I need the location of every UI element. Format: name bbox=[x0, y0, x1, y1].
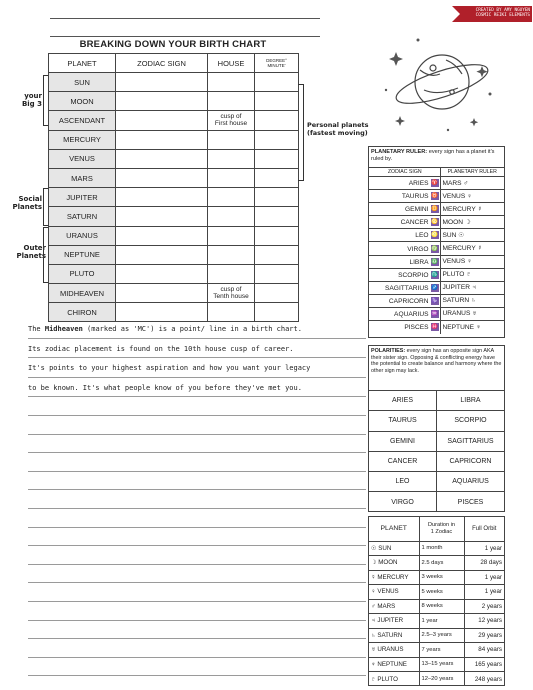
planet-cell: ASCENDANT bbox=[49, 111, 116, 130]
top-writing-line-1 bbox=[50, 18, 320, 19]
ruler-sign-cell bbox=[369, 255, 440, 268]
notes-line[interactable] bbox=[28, 620, 366, 621]
polarities-desc-text: every sign has an opposite sign AKA their sister sign. Opposing & conflicting energy have the potential to create balance and harmony where the other sign may lack. bbox=[371, 348, 502, 374]
midheaven-term: Midheaven bbox=[44, 325, 83, 333]
polarity-sign-left: CANCER bbox=[369, 451, 437, 471]
orbit-planet-cell: ♀ VENUS bbox=[369, 585, 419, 600]
degree-entry-cell[interactable] bbox=[255, 245, 299, 264]
planetary-ruler-desc-text: every sign has a planet it's ruled by. bbox=[371, 149, 495, 162]
ruler-sign-cell bbox=[369, 216, 440, 229]
cusp-tenth-house-cell bbox=[208, 284, 255, 303]
orbit-col-full-orbit: Full Orbit bbox=[464, 517, 504, 541]
planet-cell: NEPTUNE bbox=[49, 245, 116, 264]
table-row bbox=[369, 472, 504, 492]
orbit-col-planet: PLANET bbox=[369, 517, 419, 541]
header-degree-minute bbox=[255, 54, 299, 73]
table-row bbox=[369, 643, 504, 658]
house-entry-cell[interactable] bbox=[208, 264, 255, 283]
planet-cell: MIDHEAVEN bbox=[49, 284, 116, 303]
big-3-label-line-1: your bbox=[24, 92, 42, 100]
degree-entry-cell[interactable] bbox=[255, 168, 299, 187]
zodiac-entry-cell[interactable] bbox=[116, 130, 208, 149]
table-row bbox=[369, 255, 504, 268]
midheaven-line-4: to be known. It's what people know of you before they've met you. bbox=[28, 383, 302, 392]
planet-cell: PLUTO bbox=[49, 264, 116, 283]
table-row bbox=[369, 556, 504, 571]
ruler-header-row bbox=[369, 168, 504, 177]
table-row bbox=[49, 73, 299, 92]
polarity-sign-left: ARIES bbox=[369, 391, 437, 411]
ruler-sign-cell bbox=[369, 177, 440, 190]
planet-cell: MOON bbox=[49, 92, 116, 111]
orbit-planet-cell: ♇ PLUTO bbox=[369, 672, 419, 687]
ruler-sign-cell bbox=[369, 229, 440, 242]
table-row bbox=[49, 149, 299, 168]
zodiac-entry-cell[interactable] bbox=[116, 284, 208, 303]
ruler-planet-cell: URANUS ♅ bbox=[440, 307, 504, 320]
polarities-heading: POLARITIES: bbox=[371, 348, 406, 354]
notes-line[interactable] bbox=[28, 415, 366, 416]
zodiac-entry-cell[interactable] bbox=[116, 264, 208, 283]
zodiac-entry-cell[interactable] bbox=[116, 92, 208, 111]
ruler-planet-cell: SUN ☉ bbox=[440, 229, 504, 242]
planetary-ruler-description bbox=[369, 147, 504, 167]
text-line bbox=[28, 338, 366, 339]
personal-planets-bracket bbox=[298, 84, 304, 181]
notes-line[interactable] bbox=[28, 489, 366, 490]
table-row bbox=[49, 92, 299, 111]
zodiac-entry-cell[interactable] bbox=[116, 149, 208, 168]
orbit-duration-box bbox=[368, 516, 505, 686]
orbit-duration-cell: 2.5 days bbox=[419, 556, 464, 571]
polarity-sign-right: SAGITTARIUS bbox=[437, 431, 505, 451]
orbit-full-cell: 28 days bbox=[464, 556, 504, 571]
planet-cell: VENUS bbox=[49, 149, 116, 168]
polarities-description bbox=[369, 346, 504, 390]
ruler-planet-cell: VENUS ♀ bbox=[440, 190, 504, 203]
degree-entry-cell[interactable] bbox=[255, 207, 299, 226]
text-line bbox=[28, 357, 366, 358]
credit-notch bbox=[452, 6, 460, 22]
orbit-planet-cell: ♃ JUPITER bbox=[369, 614, 419, 629]
notes-line[interactable] bbox=[28, 638, 366, 639]
table-row bbox=[49, 226, 299, 245]
ruler-planet-cell: MOON ☽ bbox=[440, 216, 504, 229]
orbit-full-cell: 165 years bbox=[464, 657, 504, 672]
polarity-sign-right: CAPRICORN bbox=[437, 451, 505, 471]
zodiac-glyph-icon: ♌ bbox=[431, 232, 438, 239]
polarity-sign-right: PISCES bbox=[437, 492, 505, 512]
orbit-planet-cell: ♄ SATURN bbox=[369, 628, 419, 643]
sign-name: CANCER bbox=[400, 219, 429, 227]
planetary-ruler-table bbox=[369, 167, 504, 334]
ruler-planet-cell: MERCURY ☿ bbox=[440, 203, 504, 216]
notes-line[interactable] bbox=[28, 657, 366, 658]
notes-line[interactable] bbox=[28, 508, 366, 509]
table-row bbox=[369, 614, 504, 629]
zodiac-glyph-icon: ♉ bbox=[431, 193, 438, 200]
house-entry-cell[interactable] bbox=[208, 207, 255, 226]
zodiac-entry-cell[interactable] bbox=[116, 226, 208, 245]
credit-line-1: CREATED BY AMY NGUYEN bbox=[475, 8, 530, 13]
orbit-full-cell: 29 years bbox=[464, 628, 504, 643]
header-degree: DEGREE° bbox=[266, 58, 287, 63]
house-entry-cell[interactable] bbox=[208, 226, 255, 245]
orbit-planet-cell: ♆ NEPTUNE bbox=[369, 657, 419, 672]
header-minute: MINUTE' bbox=[267, 63, 286, 68]
orbit-duration-cell: 1 month bbox=[419, 541, 464, 556]
degree-entry-cell[interactable] bbox=[255, 188, 299, 207]
polarity-sign-left: LEO bbox=[369, 472, 437, 492]
header-house: HOUSE bbox=[208, 54, 255, 73]
ruler-planet-cell: MARS ♂ bbox=[440, 177, 504, 190]
personal-planets-label bbox=[307, 122, 377, 137]
house-entry-cell[interactable] bbox=[208, 73, 255, 92]
planet-cell: MARS bbox=[49, 168, 116, 187]
table-row bbox=[49, 245, 299, 264]
personal-planets-label-line-2: (fastest moving) bbox=[307, 128, 368, 137]
notes-line[interactable] bbox=[28, 471, 366, 472]
polarity-sign-left: TAURUS bbox=[369, 411, 437, 431]
social-planets-label bbox=[2, 195, 42, 211]
orbit-full-cell: 1 year bbox=[464, 585, 504, 600]
table-row bbox=[369, 242, 504, 255]
notes-line[interactable] bbox=[28, 601, 366, 602]
orbit-full-cell: 1 year bbox=[464, 570, 504, 585]
orbit-duration-cell: 3 weeks bbox=[419, 570, 464, 585]
polarities-box bbox=[368, 345, 505, 512]
table-row bbox=[369, 391, 504, 411]
midheaven-definition: (marked as 'MC') is a point/ line in a birth chart. bbox=[82, 325, 302, 333]
degree-entry-cell[interactable] bbox=[255, 130, 299, 149]
table-row bbox=[369, 570, 504, 585]
house-entry-cell[interactable] bbox=[208, 130, 255, 149]
cusp-first-house-cell bbox=[208, 111, 255, 130]
zodiac-entry-cell[interactable] bbox=[116, 245, 208, 264]
zodiac-glyph-icon: ♓ bbox=[431, 324, 438, 331]
zodiac-entry-cell[interactable] bbox=[116, 111, 208, 130]
house-entry-cell[interactable] bbox=[208, 245, 255, 264]
sign-name: SCORPIO bbox=[398, 271, 429, 279]
table-row bbox=[49, 284, 299, 303]
zodiac-glyph-icon: ♒ bbox=[431, 310, 438, 317]
cusp-house-label: First house bbox=[214, 120, 248, 128]
planet-cell: URANUS bbox=[49, 226, 116, 245]
table-row bbox=[369, 268, 504, 281]
zodiac-glyph-icon: ♍ bbox=[431, 245, 438, 252]
sign-name: VIRGO bbox=[407, 245, 429, 253]
table-row bbox=[369, 628, 504, 643]
sign-name: ARIES bbox=[408, 179, 429, 187]
table-row bbox=[369, 177, 504, 190]
zodiac-entry-cell[interactable] bbox=[116, 188, 208, 207]
table-row bbox=[369, 321, 504, 334]
orbit-full-cell: 12 years bbox=[464, 614, 504, 629]
notes-line[interactable] bbox=[28, 527, 366, 528]
orbit-full-cell: 248 years bbox=[474, 675, 502, 683]
degree-entry-cell[interactable] bbox=[255, 264, 299, 283]
ruler-sign-cell bbox=[369, 203, 440, 216]
orbit-full-cell: 2 years bbox=[464, 599, 504, 614]
orbit-col-duration-line-1: Duration in bbox=[427, 522, 456, 529]
ruler-sign-cell bbox=[369, 190, 440, 203]
midheaven-lead: The bbox=[28, 325, 45, 333]
midheaven-explanation bbox=[28, 322, 368, 400]
ruler-planet-cell: SATURN ♄ bbox=[440, 294, 504, 307]
cusp-house-label: Tenth house bbox=[213, 293, 249, 301]
table-row bbox=[369, 190, 504, 203]
sign-name: LEO bbox=[415, 232, 429, 240]
zodiac-glyph-icon: ♋ bbox=[431, 219, 438, 226]
text-line bbox=[28, 396, 366, 397]
ruler-sign-cell bbox=[369, 307, 440, 320]
cusp-label: cusp of bbox=[220, 113, 242, 121]
big-3-label-line-2: Big 3 bbox=[21, 100, 42, 108]
table-row bbox=[369, 585, 504, 600]
degree-entry-cell[interactable] bbox=[255, 284, 299, 303]
polarity-sign-right: LIBRA bbox=[437, 391, 505, 411]
planetary-ruler-box bbox=[368, 146, 505, 338]
ruler-sign-cell bbox=[369, 242, 440, 255]
big-3-label bbox=[10, 92, 42, 108]
polarity-sign-left: GEMINI bbox=[369, 431, 437, 451]
ruler-sign-cell bbox=[369, 268, 440, 281]
sign-name: AQUARIUS bbox=[394, 310, 429, 318]
orbit-duration-cell: 13–15 years bbox=[419, 657, 464, 672]
orbit-duration-table bbox=[369, 517, 504, 686]
outer-planets-label-line-2: Planets bbox=[16, 252, 46, 260]
house-entry-cell[interactable] bbox=[208, 92, 255, 111]
notes-line[interactable] bbox=[28, 452, 366, 453]
orbit-header-row bbox=[369, 517, 504, 541]
planet-cell: SUN bbox=[49, 73, 116, 92]
birth-chart-table bbox=[48, 53, 299, 322]
zodiac-glyph-icon: ♈ bbox=[431, 180, 438, 187]
house-entry-cell[interactable] bbox=[208, 149, 255, 168]
midheaven-line-2: Its zodiac placement is found on the 10th house cusp of career. bbox=[28, 344, 294, 353]
notes-line[interactable] bbox=[28, 434, 366, 435]
planet-cell: CHIRON bbox=[49, 303, 116, 322]
table-row bbox=[369, 281, 504, 294]
personal-planets-label-line-1: Personal planets bbox=[307, 121, 369, 129]
ruler-sign-cell bbox=[369, 294, 440, 307]
table-row bbox=[369, 599, 504, 614]
header-planet: PLANET bbox=[49, 54, 116, 73]
orbit-planet-cell: ♂ MARS bbox=[369, 599, 419, 614]
degree-entry-cell[interactable] bbox=[255, 303, 299, 322]
table-row bbox=[49, 303, 299, 322]
zodiac-entry-cell[interactable] bbox=[116, 303, 208, 322]
degree-entry-cell[interactable] bbox=[255, 111, 299, 130]
ruler-sign-cell bbox=[369, 321, 440, 334]
orbit-planet-cell: ♅ URANUS bbox=[369, 643, 419, 658]
top-writing-line-2 bbox=[50, 36, 320, 37]
notes-line[interactable] bbox=[28, 582, 366, 583]
cusp-label: cusp of bbox=[220, 286, 242, 294]
sign-name: CAPRICORN bbox=[388, 297, 429, 305]
credit-tag bbox=[452, 6, 532, 22]
orbit-duration-cell: 5 weeks bbox=[419, 585, 464, 600]
text-line bbox=[28, 377, 366, 378]
orbit-planet-cell: ☽ MOON bbox=[369, 556, 419, 571]
table-row bbox=[369, 672, 504, 687]
sign-name: PISCES bbox=[404, 324, 429, 332]
saturn-planet-icon bbox=[378, 30, 502, 140]
orbit-duration-cell: 12–20 years bbox=[419, 672, 464, 687]
table-row bbox=[369, 492, 504, 512]
house-entry-cell[interactable] bbox=[208, 168, 255, 187]
house-entry-cell[interactable] bbox=[208, 188, 255, 207]
social-planets-label-line-2: Planets bbox=[12, 203, 42, 211]
house-entry-cell[interactable] bbox=[208, 303, 255, 322]
orbit-planet-cell: ☉ SUN bbox=[369, 541, 419, 556]
table-row bbox=[369, 216, 504, 229]
table-row bbox=[369, 203, 504, 216]
notes-line[interactable] bbox=[28, 545, 366, 546]
birth-table-header-row bbox=[49, 54, 299, 73]
big-3-bracket bbox=[43, 75, 48, 126]
orbit-duration-cell: 1 year bbox=[419, 614, 464, 629]
social-planets-label-line-1: Social bbox=[18, 195, 42, 203]
table-row bbox=[369, 657, 504, 672]
table-row bbox=[369, 411, 504, 431]
outer-planets-label bbox=[2, 244, 46, 260]
zodiac-glyph-icon: ♏ bbox=[431, 271, 438, 278]
orbit-col-duration bbox=[419, 517, 464, 541]
notes-line[interactable] bbox=[28, 564, 366, 565]
ruler-sign-cell bbox=[369, 281, 440, 294]
zodiac-glyph-icon: ♊ bbox=[431, 206, 438, 213]
ruler-planet-cell: VENUS ♀ bbox=[440, 255, 504, 268]
orbit-full-cell: 84 years bbox=[464, 643, 504, 658]
ruler-planet-cell: JUPITER ♃ bbox=[440, 281, 504, 294]
social-planets-bracket bbox=[43, 188, 48, 226]
planet-cell: SATURN bbox=[49, 207, 116, 226]
polarity-sign-right: AQUARIUS bbox=[437, 472, 505, 492]
midheaven-line-3: It's points to your highest aspiration and how you want your legacy bbox=[28, 364, 311, 372]
page-title: BREAKING DOWN YOUR BIRTH CHART bbox=[79, 39, 267, 50]
planet-cell: JUPITER bbox=[49, 188, 116, 207]
planetary-ruler-heading: PLANETARY RULER: bbox=[371, 149, 428, 155]
degree-entry-cell[interactable] bbox=[255, 92, 299, 111]
credit-line-2: COSMIC REIKI ELEMENTS bbox=[475, 13, 530, 18]
zodiac-entry-cell[interactable] bbox=[116, 168, 208, 187]
table-row bbox=[369, 307, 504, 320]
table-row bbox=[49, 111, 299, 130]
table-row bbox=[49, 264, 299, 283]
ruler-planet-cell: NEPTUNE ♆ bbox=[440, 321, 504, 334]
orbit-planet-cell: ☿ MERCURY bbox=[369, 570, 419, 585]
degree-entry-cell[interactable] bbox=[255, 149, 299, 168]
zodiac-glyph-icon: ♐ bbox=[431, 284, 438, 291]
table-row bbox=[49, 207, 299, 226]
outer-planets-label-line-1: Outer bbox=[23, 244, 46, 252]
table-row bbox=[369, 541, 504, 556]
zodiac-glyph-icon: ♑ bbox=[431, 297, 438, 304]
ruler-planet-cell: MERCURY ☿ bbox=[440, 242, 504, 255]
sign-name: LIBRA bbox=[409, 258, 429, 266]
degree-entry-cell[interactable] bbox=[255, 226, 299, 245]
ruler-planet-cell: PLUTO ♇ bbox=[440, 268, 504, 281]
zodiac-entry-cell[interactable] bbox=[116, 207, 208, 226]
orbit-duration-cell: 8 weeks bbox=[419, 599, 464, 614]
orbit-col-duration-line-2: 1 Zodiac bbox=[430, 528, 453, 535]
table-row bbox=[49, 168, 299, 187]
ruler-col-ruler: PLANETARY RULER bbox=[440, 168, 504, 177]
zodiac-entry-cell[interactable] bbox=[116, 73, 208, 92]
notes-line[interactable] bbox=[28, 675, 366, 676]
table-row bbox=[369, 431, 504, 451]
sign-name: SAGITTARIUS bbox=[385, 284, 429, 292]
degree-entry-cell[interactable] bbox=[255, 73, 299, 92]
orbit-duration-cell: 2.5–3 years bbox=[419, 628, 464, 643]
table-row bbox=[369, 229, 504, 242]
table-row bbox=[49, 130, 299, 149]
polarities-table bbox=[369, 390, 504, 512]
table-row bbox=[369, 294, 504, 307]
planet-cell: MERCURY bbox=[49, 130, 116, 149]
table-row bbox=[49, 188, 299, 207]
orbit-duration-cell: 7 years bbox=[419, 643, 464, 658]
polarity-sign-right: SCORPIO bbox=[437, 411, 505, 431]
zodiac-glyph-icon: ♎ bbox=[431, 258, 438, 265]
orbit-full-cell: 1 year bbox=[464, 541, 504, 556]
sign-name: GEMINI bbox=[405, 205, 429, 213]
outer-planets-bracket bbox=[43, 227, 48, 283]
sign-name: TAURUS bbox=[401, 192, 429, 200]
table-row bbox=[369, 451, 504, 471]
polarity-sign-left: VIRGO bbox=[369, 492, 437, 512]
header-zodiac-sign: ZODIAC SIGN bbox=[116, 54, 208, 73]
ruler-col-sign: ZODIAC SIGN bbox=[369, 168, 440, 177]
